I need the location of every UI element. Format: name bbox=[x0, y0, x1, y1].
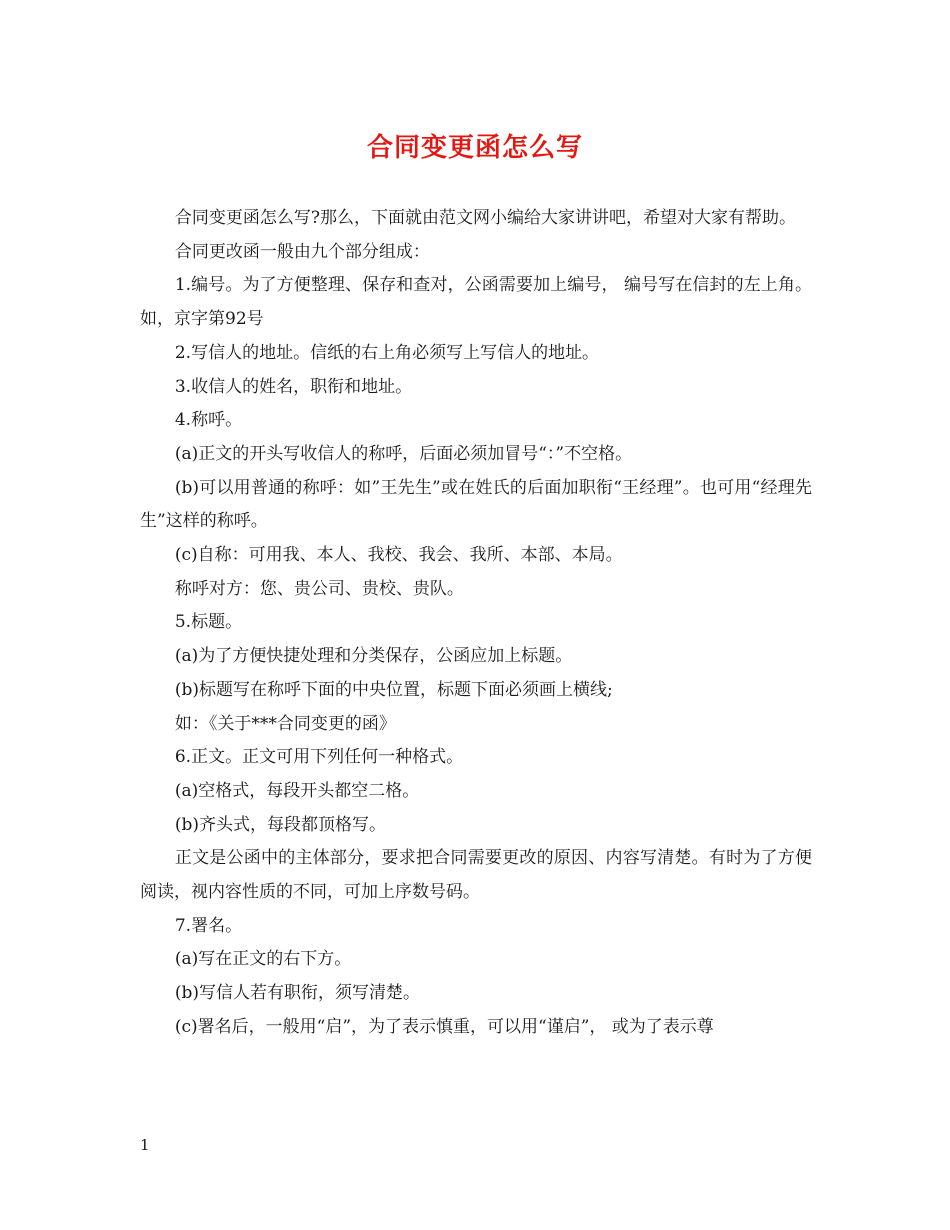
paragraph: (b)写信人若有职衔，须写清楚。 bbox=[174, 983, 420, 1004]
paragraph: 正文是公函中的主体部分，要求把合同需要更改的原因、内容写清楚。有时为了方便阅读，视内容性质的不同，可加上序数号码。 bbox=[140, 848, 812, 903]
paragraph: (b)标题写在称呼下面的中央位置，标题下面必须画上横线; bbox=[174, 679, 613, 700]
document-title: 合同变更函怎么写 bbox=[366, 133, 583, 163]
paragraph: (a)空格式，每段开头都空二格。 bbox=[174, 780, 420, 801]
paragraph: (a)写在正文的右下方。 bbox=[174, 949, 352, 970]
paragraph: (b)齐头式，每段都顶格写。 bbox=[174, 814, 386, 835]
document-body bbox=[140, 202, 812, 1045]
paragraph: 5.标题。 bbox=[174, 612, 243, 633]
page-number: 1 bbox=[140, 1136, 150, 1154]
paragraph: (a)正文的开头写收信人的称呼，后面必须加冒号“：”不空格。 bbox=[174, 443, 633, 464]
paragraph: 如：《关于***合同变更的函》 bbox=[174, 713, 396, 734]
paragraph: 合同更改函一般由九个部分组成： bbox=[174, 241, 430, 262]
paragraph: 合同变更函怎么写?那么，下面就由范文网小编给大家讲讲吧，希望对大家有帮助。 bbox=[174, 208, 796, 228]
paragraph: (c)署名后，一般用“启”，为了表示慎重，可以用“谨启”， 或为了表示尊 bbox=[174, 1016, 714, 1037]
paragraph: 称呼对方：您、贵公司、贵校、贵队。 bbox=[174, 578, 464, 599]
paragraph: 1.编号。为了方便整理、保存和查对，公函需要加上编号， 编号写在信封的左上角。如，京字第92号 bbox=[140, 275, 812, 330]
paragraph: (a)为了方便快捷处理和分类保存，公函应加上标题。 bbox=[174, 646, 573, 667]
paragraph: 4.称呼。 bbox=[174, 410, 243, 431]
paragraph: 3.收信人的姓名，职衔和地址。 bbox=[174, 376, 413, 397]
paragraph: (b)可以用普通的称呼：如”王先生”或在姓氏的后面加职衔“王经理”。也可用“经理先生”这样的称呼。 bbox=[140, 477, 812, 532]
paragraph: 7.署名。 bbox=[174, 915, 243, 936]
paragraph: 2.写信人的地址。信纸的右上角必须写上写信人的地址。 bbox=[174, 342, 600, 363]
paragraph: (c)自称：可用我、本人、我校、我会、我所、本部、本局。 bbox=[174, 545, 623, 566]
paragraph: 6.正文。正文可用下列任何一种格式。 bbox=[174, 747, 464, 768]
